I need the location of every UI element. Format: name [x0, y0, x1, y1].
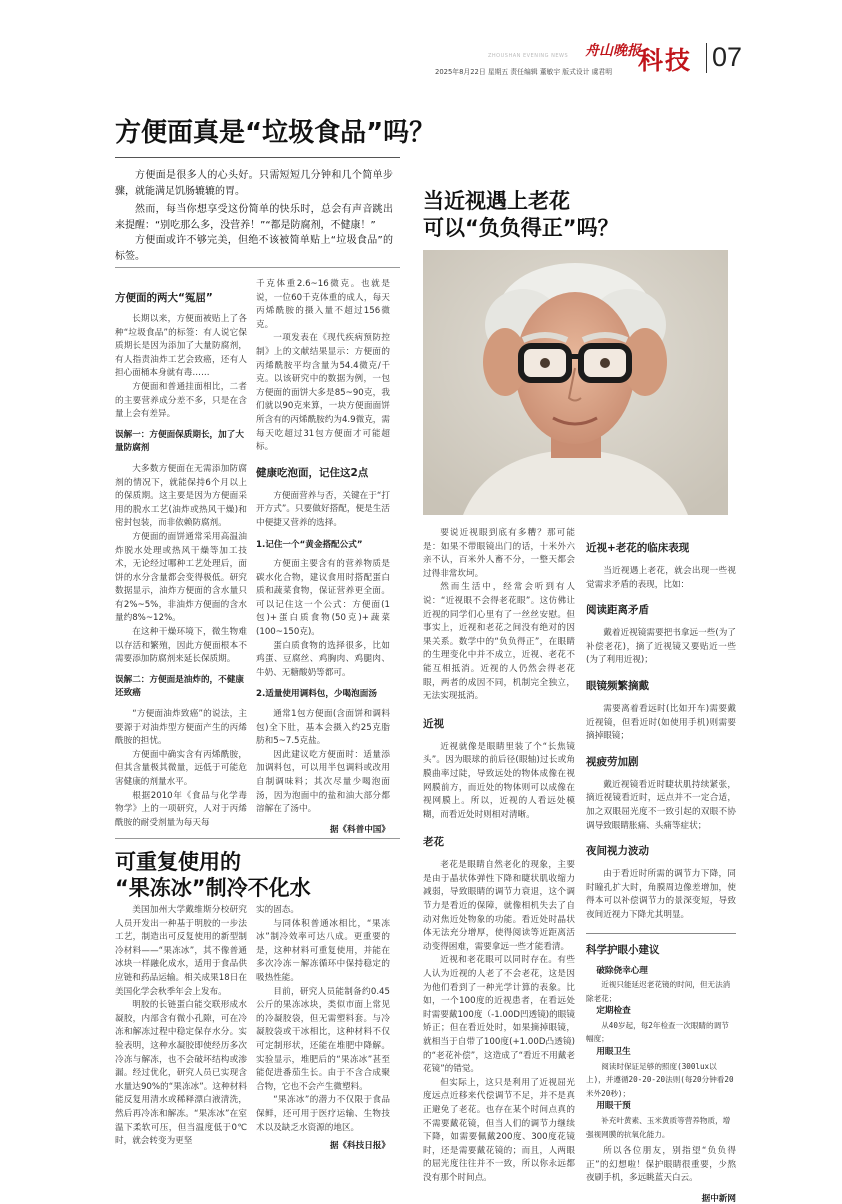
paragraph: 戴着近视镜需要把书拿远一些(为了补偿老花)，摘了近视镜又要贴近一些(为了利用近视)；	[586, 627, 736, 668]
paragraph: 当近视遇上老花，就会出现一些视觉需求矛盾的表现，比如：	[586, 565, 736, 592]
paragraph: 方便面和普通挂面相比，二者的主要营养成分差不多，只是在含量上会有差异。	[115, 381, 247, 422]
paragraph: 近视就像是眼睛里装了个“长焦镜头”。因为眼球的前后径(眼轴)过长或角膜曲率过陡，导致远处的物体成像在视网膜前方，而近处的物体则可以成像在视网膜上。所以，近视的人看远处模糊，而看近处时则相对清晰。	[423, 741, 575, 823]
lead-paragraph: 然而，每当你想享受这份简单的快乐时，总会有声音跳出来提醒：“别吃那么多，没营养！”“都是防腐剂，不健康！”	[115, 202, 393, 233]
paragraph: 方便面营养与否，关键在于“打开方式”。只要做好搭配，便是生活中便捷又营养的选择。	[256, 490, 390, 531]
article3-column-2	[256, 904, 390, 1151]
paragraph: 长期以来，方便面被贴上了各种“垃圾食品”的标签：有人说它保质期长是因为添加了大量防腐剂，有人指责油炸工艺会致癌，还有人担心面桶本身就有毒……	[115, 313, 247, 381]
paragraph: 实的固态。	[256, 904, 390, 918]
paragraph: 千克体重2.6~16微克。也就是说，一位60千克体重的成人，每天丙烯酰胺的摄入量不超过156微克。	[256, 278, 390, 332]
paragraph: 需要离着看远时(比如开车)需要戴近视镜，但看近时(如使用手机)则需要摘掉眼镜；	[586, 703, 736, 744]
subheading: 视疲劳加剧	[586, 754, 736, 769]
source-credit: 据《科普中国》	[256, 823, 390, 835]
tip-title: 用眼卫生	[586, 1046, 736, 1060]
lead-rule	[115, 267, 400, 268]
article1-lead	[115, 168, 393, 264]
header-divider	[706, 43, 707, 73]
paragraph: 明胶的长链蛋白能交联形成水凝胶，内部含有微小孔隙，可在冷冻和解冻过程中稳定保存水分。实验表明，这种水凝胶即使经历多次冷冻与解冻，也不会破坏结构或渗漏。经过优化，研究人员已实现含水量达90%的“果冻冰”。这种材料能反复用清水或稀释漂白液清洗，然后再冷冻和解冻。“果冻冰”在室温下柔软可压，但当温度低于0℃时，就会转变为更坚	[115, 999, 247, 1149]
subheading: 夜间视力波动	[586, 843, 736, 858]
paragraph: 美国加州大学戴维斯分校研究人员开发出一种基于明胶的一步法工艺，制造出可反复使用的新型制冷材料——“果冻冰”，其不像普通冰块一样融化成水，适用于食品供应链和药品运输。相关成果18日在美国化学会秋季年会上发布。	[115, 904, 247, 999]
paragraph: 方便面的面饼通常采用高温油炸脱水处理或热风干燥等加工技术，无论经过哪种工艺处理后，面饼的水分含量都会变得极低。研究数据显示，油炸方便面的含水量只有2%~5%，非油炸方便面的含水量约8%~12%。	[115, 531, 247, 626]
paragraph: 蛋白质食物的选择很多，比如鸡蛋、豆腐丝、鸡胸肉、鸡腿肉、牛奶、无糖酸奶等都可。	[256, 640, 390, 681]
paragraph: 在这种干燥环境下，微生物难以存活和繁殖，因此方便面根本不需要添加防腐剂来延长保质期。	[115, 626, 247, 667]
paragraph: 因此建议吃方便面时：适量添加调料包，可以用半包调料或改用自制调味料；其次尽量少喝泡面汤，因为泡面中的盐和油大部分都溶解在了汤中。	[256, 749, 390, 817]
article2-column-1	[423, 527, 575, 1186]
page-number: 07	[712, 42, 742, 73]
tip-heading: 1.记住一个“黄金搭配公式”	[256, 539, 390, 553]
lead-paragraph: 方便面或许不够完美，但绝不该被简单贴上“垃圾食品”的标签。	[115, 233, 393, 264]
article1-column-1	[115, 290, 247, 830]
article3-column-1	[115, 904, 247, 1149]
paragraph: 方便面中确实含有丙烯酰胺，但其含量极其微量，远低于可能危害健康的剂量水平。	[115, 749, 247, 790]
source-credit: 据《科技日报》	[256, 1139, 390, 1151]
article2-headline-line2: 可以“负负得正”吗？	[423, 212, 619, 242]
subheading: 健康吃泡面，记住这2点	[256, 465, 390, 480]
paragraph: 但实际上，这只是利用了近视屈光度远点近移来代偿调节不足，并不是真正避免了老花。也存在某个时间点真的不需要戴花镜，但当人们的调节力继续下降，如需要佩戴200度、300度花镜时，还是需要戴花镜的；而且，人两眼的屈光度往往并不一致，所以你永远都没有那个时间点。	[423, 1077, 575, 1186]
tip-text: 阅读时保证足够的照度(300lux以上)，并遵循20-20-20法则(每20分钟看20米外20秒)；	[586, 1060, 736, 1101]
portrait-illustration	[423, 250, 728, 515]
source-credit: 据中新网	[586, 1192, 736, 1204]
article1-headline: 方便面真是“垃圾食品”吗？	[115, 112, 435, 149]
paragraph: 目前，研究人员能制备约0.45公斤的果冻冰块，类似市面上常见的冷凝胶袋，但无需塑料套。与冷凝胶袋或干冰相比，这种材料不仅可定制形状，还能在堆肥中降解。实验显示，堆肥后的“果冻冰”甚至能促进番茄生长。由于不含合成聚合物，它也不会产生微塑料。	[256, 986, 390, 1095]
paragraph: 一项发表在《现代疾病预防控制》上的文献结果显示：方便面的丙烯酰胺平均含量为54.4微克/千克。以该研究中的数据为例，一包方便面的面饼大多是85~90克，我们就以90克来算，一块方便面面饼所含有的丙烯酰胺约为4.9微克，需每天吃超过31包方便面才可能超标。	[256, 332, 390, 454]
paragraph: 近视和老花眼可以同时存在。有些人认为近视的人老了不会老花，这是因为他们看到了一种光学计算的表象。比如，一个100度的近视患者，在看远处时需要戴100度（-1.00D凹透镜)的眼镜矫正；但在看近处时，如果摘掉眼镜，就相当于自带了100度(+1.00D凸透镜)的“老花补偿”，这造成了“看近不用戴老花镜”的错觉。	[423, 954, 575, 1076]
subheading: 眼镜频繁摘戴	[586, 678, 736, 693]
tip-title: 定期检查	[586, 1005, 736, 1019]
paragraph: “果冻冰”的潜力不仅限于食品保鲜，还可用于医疗运输、生物技术以及缺乏水资源的地区。	[256, 1094, 390, 1135]
paragraph: “方便面油炸致癌”的说法，主要源于对油炸型方便面产生的丙烯酰胺的担忧。	[115, 708, 247, 749]
elderly-man-photo	[423, 250, 728, 515]
paragraph: 根据2010年《食品与化学毒物学》上的一项研究，人对于丙烯酰胺的耐受剂量为每天每	[115, 790, 247, 831]
paragraph: 大多数方便面在无需添加防腐剂的情况下，就能保持6个月以上的保质期。这主要是因为方便面采用的脱水工艺(油炸或热风干燥)和密封包装，而非依赖防腐剂。	[115, 463, 247, 531]
masthead-logo: 舟山晚报	[585, 40, 641, 60]
section-title: 科技	[638, 41, 692, 77]
article2-headline-line1: 当近视遇上老花	[423, 185, 570, 215]
tips-box	[586, 933, 736, 1204]
section-rule	[115, 838, 400, 839]
date-line: 2025年8月22日 星期五 责任编辑 董敏宇 版式设计 虞君明	[435, 66, 612, 76]
tips-title: 科学护眼小建议	[586, 942, 736, 957]
paragraph: 戴近视镜看近时睫状肌持续紧张，摘近视镜看近时，远点并不一定合适，加之双眼屈光度不一致引起的双眼不协调导致眼睛胀痛、头痛等症状；	[586, 779, 736, 833]
subheading: 老花	[423, 834, 575, 849]
tip-title: 破除侥幸心理	[586, 965, 736, 979]
subheading: 近视+老花的临床表现	[586, 540, 736, 555]
paragraph: 老花是眼睛自然老化的现象，主要是由于晶状体弹性下降和睫状肌收缩力减弱，导致眼睛的调节力衰退，这个调节力是看近的保障，就像相机失去了自动对焦近处物象的功能。看近处时晶状体无法充分增厚，使得阅读等近距离活动变得困难，需要拿远一些才能看清。	[423, 859, 575, 954]
article1-column-2	[256, 278, 390, 835]
tip-text: 从40岁起，每2年检查一次眼睛的调节幅度；	[586, 1019, 736, 1046]
subheading: 阅读距离矛盾	[586, 602, 736, 617]
subheading: 近视	[423, 716, 575, 731]
subheading: 方便面的两大“冤屈”	[115, 290, 247, 305]
paragraph: 要说近视眼到底有多糟？那可能是：如果不带眼镜出门的话，十米外六亲不认，百米外人畜不分，一整天都会过得非常坎坷。	[423, 527, 575, 581]
tip-text: 补充叶黄素、玉米黄质等营养物质，增强视网膜的抗氧化能力。	[586, 1114, 736, 1141]
paragraph: 方便面主要含有的营养物质是碳水化合物，建议食用时搭配蛋白质和蔬菜食物，保证营养更全面。可以记住这一个公式：方便面(1包)+蛋白质食物(50克)+蔬菜(100~150克)。	[256, 558, 390, 640]
tip-title: 用眼干预	[586, 1100, 736, 1114]
article3-headline-line2: “果冻冰”制冷不化水	[115, 872, 311, 902]
paragraph: 通常1包方便面(含面饼和调料包)全下肚，基本会摄入约25克脂肪和5~7.5克盐。	[256, 708, 390, 749]
tip-heading: 2.适量使用调料包，少喝泡面汤	[256, 688, 390, 702]
tip-text: 近视只能延迟老花镜的时间，但无法消除老花；	[586, 978, 736, 1005]
closing-paragraph: 所以各位朋友，别指望“负负得正”的幻想啦！保护眼睛很重要，少熬夜刷手机，多远眺蓝天白云。	[586, 1145, 736, 1186]
myth-heading: 误解一：方便面保质期长，加了大量防腐剂	[115, 429, 247, 456]
article2-column-2	[586, 540, 736, 1204]
paragraph: 与同体积普通冰相比，“果冻冰”制冷效率可达八成。更重要的是，这种材料可重复使用，并能在多次冷冻－解冻循环中保持稳定的吸热性能。	[256, 918, 390, 986]
myth-heading: 误解二：方便面是油炸的，不健康还致癌	[115, 674, 247, 701]
lead-paragraph: 方便面是很多人的心头好。只需短短几分钟和几个简单步骤，就能满足饥肠辘辘的胃。	[115, 168, 393, 199]
masthead-english: ZHOUSHAN EVENING NEWS	[488, 53, 568, 59]
headline-rule	[115, 157, 400, 158]
paragraph: 由于看近时所需的调节力下降，同时瞳孔扩大时，角膜周边像差增加，使得本可以补偿调节力的景深变短，导致夜间近视力下降尤其明显。	[586, 868, 736, 922]
paragraph: 然而生活中，经常会听到有人说：“近视眼不会得老花眼”。这仿佛让近视的同学们心里有了一丝丝安慰。但事实上，近视和老花之间没有绝对的因果关系。数学中的“负负得正”，在眼睛的生理变化中并不成立，近视、老花不能互相抵消。近视的人仍然会得老花眼，两者的成因不同，机制完全独立，无法实现抵消。	[423, 581, 575, 703]
article3-headline-line1: 可重复使用的	[115, 846, 241, 876]
